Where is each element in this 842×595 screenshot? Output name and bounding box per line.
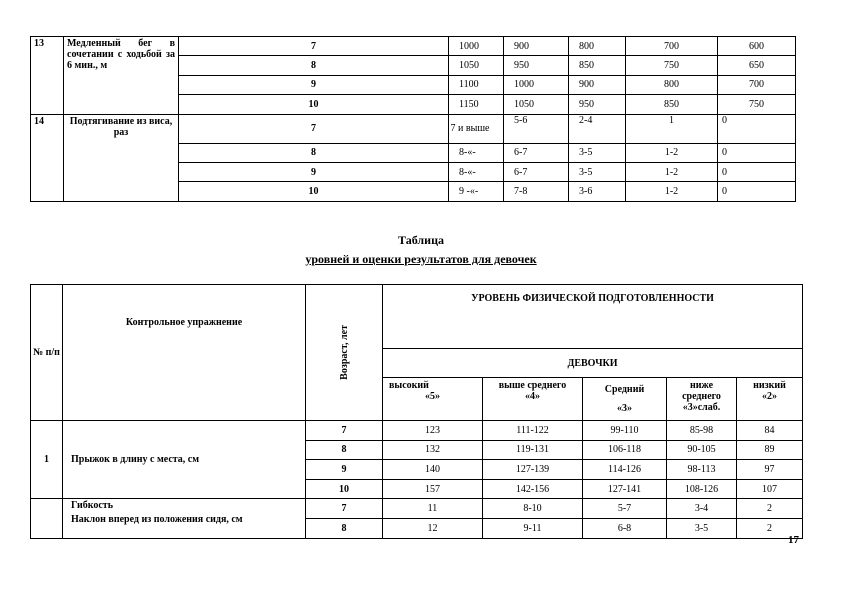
score-cell: 108-126 — [667, 479, 737, 499]
score-cell: 111-122 — [483, 421, 583, 441]
age-cell: 9 — [179, 162, 449, 181]
exercise-number — [31, 499, 63, 538]
score-cell: 850 — [569, 56, 626, 75]
header-below-word: ниже — [689, 380, 714, 391]
score-cell: 1-2 — [626, 162, 718, 181]
header-mid-grade: «3» — [617, 403, 632, 414]
score-cell: 11 — [383, 499, 483, 519]
header-below — [667, 378, 737, 421]
score-cell: 0 — [718, 143, 796, 162]
score-cell: 6-7 — [504, 143, 569, 162]
score-cell: 1150 — [449, 95, 504, 114]
score-cell: 6-7 — [504, 162, 569, 181]
score-cell: 3-5 — [569, 162, 626, 181]
score-cell: 106-118 — [583, 440, 667, 460]
score-cell: 8-«- — [449, 162, 504, 181]
score-cell: 7-8 — [504, 182, 569, 201]
score-cell: 89 — [737, 440, 803, 460]
header-below-word2: среднего — [682, 391, 721, 402]
exercise-number: 14 — [31, 114, 64, 201]
score-cell: 90-105 — [667, 440, 737, 460]
header-exercise: Контрольное упражнение — [63, 285, 306, 421]
age-cell: 7 — [306, 499, 383, 519]
score-cell: 97 — [737, 460, 803, 480]
score-cell: 5-6 — [504, 114, 569, 143]
score-cell: 3-5 — [667, 518, 737, 538]
age-cell: 7 — [179, 37, 449, 56]
score-cell: 750 — [718, 95, 796, 114]
score-cell: 98-113 — [667, 460, 737, 480]
score-cell: 8-10 — [483, 499, 583, 519]
score-cell: 700 — [626, 37, 718, 56]
score-cell: 6-8 — [583, 518, 667, 538]
exercise-number: 13 — [31, 37, 64, 115]
score-cell: 9-11 — [483, 518, 583, 538]
score-cell: 127-141 — [583, 479, 667, 499]
table-row — [31, 421, 803, 441]
score-cell: 1100 — [449, 75, 504, 94]
score-cell: 8-«- — [449, 143, 504, 162]
score-cell: 3-4 — [667, 499, 737, 519]
score-cell: 1000 — [449, 37, 504, 56]
header-above — [483, 378, 583, 421]
score-cell: 950 — [569, 95, 626, 114]
score-cell: 157 — [383, 479, 483, 499]
table-title: Таблица — [398, 233, 444, 247]
header-above-grade: «4» — [525, 391, 540, 402]
age-cell: 10 — [179, 95, 449, 114]
score-cell: 3-6 — [569, 182, 626, 201]
score-cell: 0 — [718, 182, 796, 201]
score-cell: 0 — [718, 114, 796, 143]
score-cell: 84 — [737, 421, 803, 441]
exercise-name: Прыжок в длину с места, см — [63, 421, 306, 499]
girls-standards-table — [30, 284, 803, 539]
header-mid-word: Средний — [604, 384, 645, 395]
age-cell: 8 — [306, 440, 383, 460]
score-cell: 114-126 — [583, 460, 667, 480]
table-row — [31, 114, 796, 143]
table-row — [31, 37, 796, 56]
header-high — [383, 378, 483, 421]
header-age — [306, 285, 383, 421]
score-cell: 140 — [383, 460, 483, 480]
age-cell: 9 — [306, 460, 383, 480]
score-cell: 127-139 — [483, 460, 583, 480]
exercise-name-line: Наклон вперед из положения сидя, см — [71, 514, 243, 526]
age-cell: 9 — [179, 75, 449, 94]
header-mid — [583, 378, 667, 421]
score-cell: 9 -«- — [449, 182, 504, 201]
header-low — [737, 378, 803, 421]
score-cell: 1-2 — [626, 182, 718, 201]
score-cell: 85-98 — [667, 421, 737, 441]
table-subtitle: уровней и оценки результатов для девочек — [305, 252, 537, 266]
header-low-word: низкий — [753, 380, 786, 391]
header-below-grade: «3»слаб. — [682, 402, 721, 413]
score-cell: 1000 — [504, 75, 569, 94]
score-cell: 2-4 — [569, 114, 626, 143]
score-cell: 1050 — [504, 95, 569, 114]
age-cell: 8 — [179, 143, 449, 162]
score-cell: 950 — [504, 56, 569, 75]
header-above-word: выше среднего — [498, 380, 567, 391]
exercise-name — [63, 499, 306, 538]
standards-table-continued — [30, 36, 796, 202]
score-cell: 900 — [504, 37, 569, 56]
age-cell: 8 — [179, 56, 449, 75]
header-age-text: Возраст, лет — [338, 325, 350, 380]
score-cell: 800 — [569, 37, 626, 56]
score-cell: 750 — [626, 56, 718, 75]
age-cell: 7 — [306, 421, 383, 441]
age-cell: 10 — [306, 479, 383, 499]
header-level: УРОВЕНЬ ФИЗИЧЕСКОЙ ПОДГОТОВЛЕННОСТИ — [383, 285, 803, 349]
score-cell: 132 — [383, 440, 483, 460]
header-low-grade: «2» — [762, 391, 778, 402]
score-cell: 2 — [737, 499, 803, 519]
score-cell: 850 — [626, 95, 718, 114]
score-cell: 2 — [737, 518, 803, 538]
score-cell: 5-7 — [583, 499, 667, 519]
exercise-name-line: Гибкость — [71, 500, 114, 512]
score-cell: 900 — [569, 75, 626, 94]
score-cell: 99-110 — [583, 421, 667, 441]
score-cell: 7 и выше — [449, 114, 504, 143]
exercise-number: 1 — [31, 421, 63, 499]
page-number: 17 — [788, 534, 799, 546]
exercise-name: Подтягивание из виса, раз — [64, 114, 179, 201]
score-cell: 12 — [383, 518, 483, 538]
age-cell: 10 — [179, 182, 449, 201]
header-gender: ДЕВОЧКИ — [383, 349, 803, 378]
header-row — [31, 285, 803, 349]
header-num: № п/п — [31, 285, 63, 421]
score-cell: 119-131 — [483, 440, 583, 460]
score-cell: 800 — [626, 75, 718, 94]
score-cell: 3-5 — [569, 143, 626, 162]
score-cell: 600 — [718, 37, 796, 56]
score-cell: 1 — [626, 114, 718, 143]
exercise-name: Медленный бег в сочетании с ходьбой за 6 мин., м — [64, 37, 179, 115]
score-cell: 142-156 — [483, 479, 583, 499]
table-row — [31, 499, 803, 519]
score-cell: 0 — [718, 162, 796, 181]
score-cell: 123 — [383, 421, 483, 441]
score-cell: 1050 — [449, 56, 504, 75]
header-high-grade: «5» — [425, 391, 440, 402]
age-cell: 7 — [179, 114, 449, 143]
age-cell: 8 — [306, 518, 383, 538]
score-cell: 107 — [737, 479, 803, 499]
score-cell: 700 — [718, 75, 796, 94]
score-cell: 650 — [718, 56, 796, 75]
score-cell: 1-2 — [626, 143, 718, 162]
header-high-word: высокий — [389, 380, 429, 391]
